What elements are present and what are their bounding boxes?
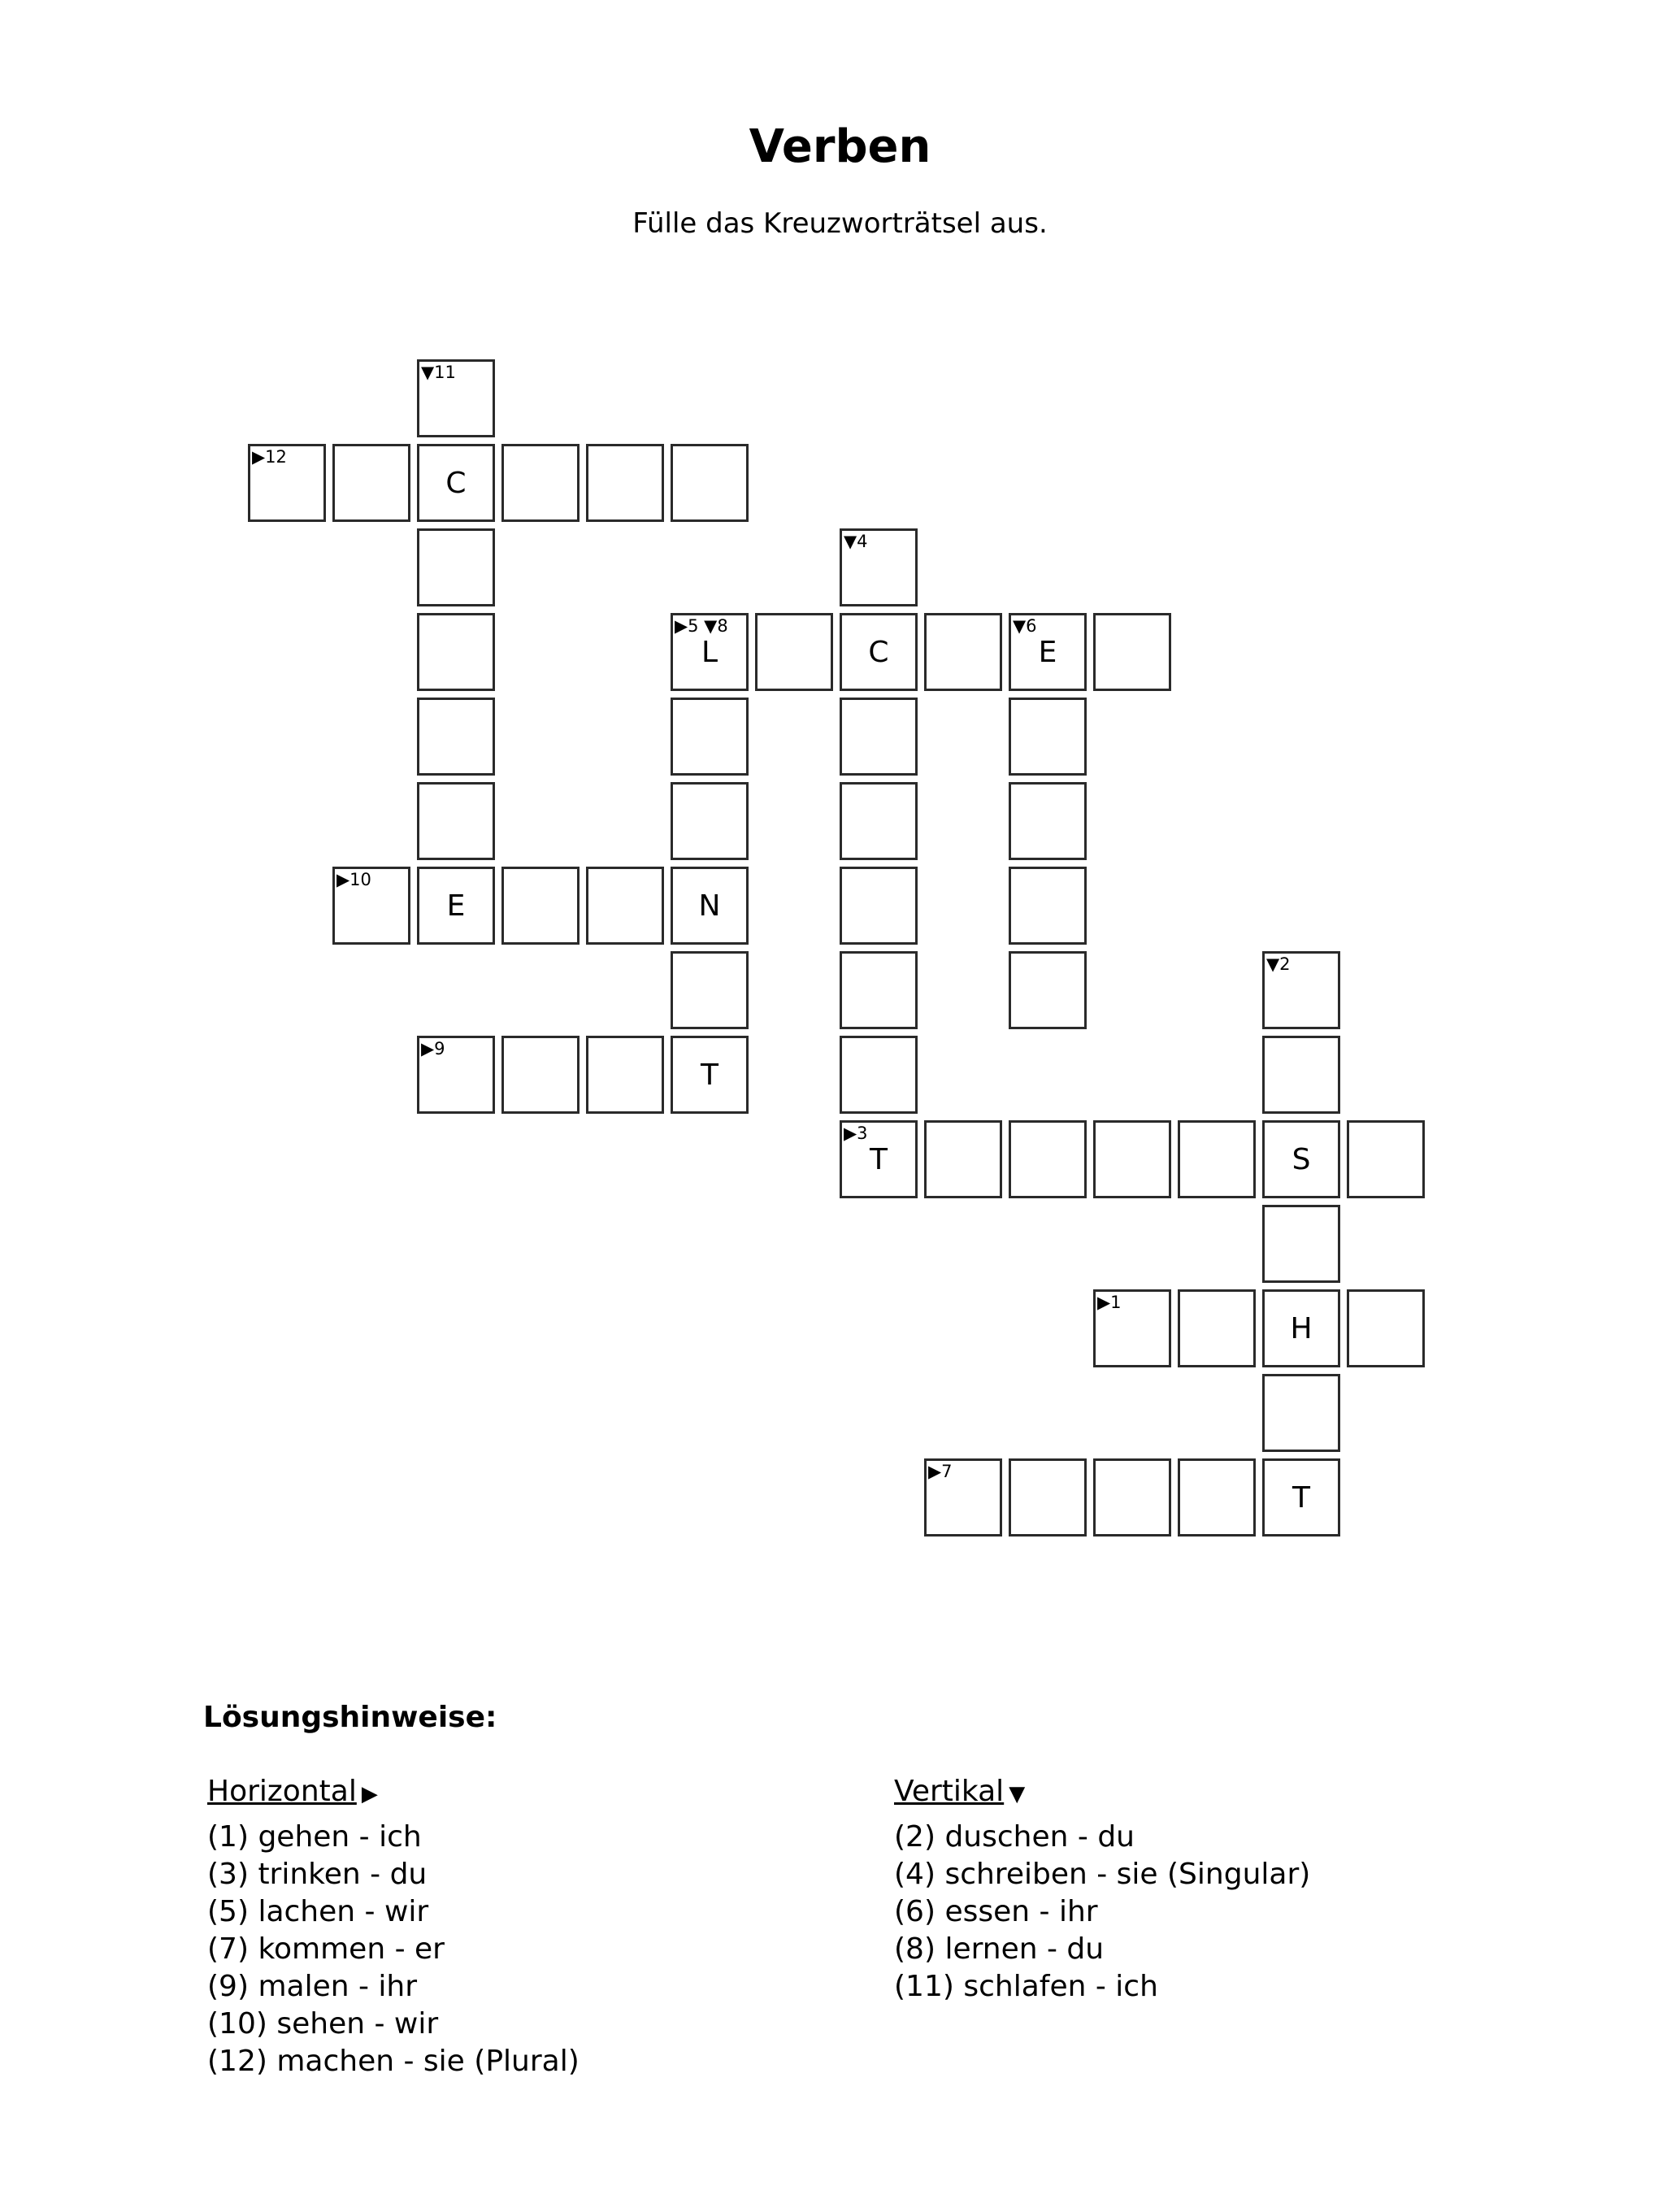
clues-heading: Lösungshinweise:: [203, 1701, 497, 1734]
crossword-cell[interactable]: [332, 867, 410, 945]
crossword-cell[interactable]: [1093, 1458, 1171, 1536]
crossword-cell[interactable]: [1093, 1120, 1171, 1198]
page-title: Verben: [749, 120, 931, 173]
crossword-cell[interactable]: [1009, 613, 1087, 691]
horizontal-clues: [207, 1772, 580, 2080]
crossword-cell[interactable]: [924, 613, 1002, 691]
clue-horizontal: (12) machen - sie (Plural): [207, 2045, 580, 2078]
crossword-cell[interactable]: [671, 698, 749, 776]
clue-vertical: (11) schlafen - ich: [894, 1970, 1158, 2003]
given-letter: N: [698, 889, 721, 923]
clue-number: ▼4: [844, 532, 868, 551]
clue-horizontal: (5) lachen - wir: [207, 1895, 429, 1928]
crossword-cell[interactable]: [501, 444, 580, 522]
clue-vertical: (6) essen - ihr: [894, 1895, 1098, 1928]
crossword-cell[interactable]: [1178, 1289, 1256, 1367]
crossword-cell[interactable]: [1009, 1458, 1087, 1536]
crossword-cell[interactable]: [840, 613, 918, 691]
clue-vertical: (2) duschen - du: [894, 1820, 1135, 1854]
crossword-cell[interactable]: [586, 1036, 664, 1114]
crossword-cell[interactable]: [671, 1036, 749, 1114]
crossword-cell[interactable]: [1262, 1374, 1340, 1452]
crossword-cell[interactable]: [924, 1458, 1002, 1536]
given-letter: S: [1291, 1143, 1311, 1176]
crossword-cell[interactable]: [1009, 1120, 1087, 1198]
crossword-cell[interactable]: [924, 1120, 1002, 1198]
crossword-cell[interactable]: [840, 867, 918, 945]
crossword-cell[interactable]: [671, 444, 749, 522]
clue-number: ▼11: [421, 363, 456, 382]
crossword-cell[interactable]: [671, 613, 749, 691]
crossword-cell[interactable]: [840, 951, 918, 1029]
crossword-cell[interactable]: [1262, 1120, 1340, 1198]
crossword-cell[interactable]: [417, 444, 495, 522]
given-letter: C: [868, 636, 889, 669]
crossword-cell[interactable]: [1093, 1289, 1171, 1367]
clue-number: ▶12: [252, 447, 287, 467]
crossword-cell[interactable]: [1009, 951, 1087, 1029]
crossword-cell[interactable]: [1347, 1289, 1425, 1367]
horizontal-heading: [207, 1772, 580, 1814]
vertical-label: Vertikal: [894, 1775, 1005, 1808]
given-letter: L: [701, 636, 718, 669]
crossword-cell[interactable]: [417, 1036, 495, 1114]
crossword-cell[interactable]: [586, 867, 664, 945]
clue-vertical: (8) lernen - du: [894, 1932, 1105, 1966]
crossword-cell[interactable]: [840, 782, 918, 860]
given-letter: T: [701, 1058, 718, 1092]
given-letter: E: [1038, 636, 1057, 669]
crossword-cell[interactable]: [1009, 867, 1087, 945]
crossword-cell[interactable]: [417, 698, 495, 776]
crossword-cell[interactable]: [332, 444, 410, 522]
clue-number: ▶5 ▼8: [675, 616, 728, 636]
crossword-cell[interactable]: [1262, 1458, 1340, 1536]
crossword-cell[interactable]: [1262, 951, 1340, 1029]
clue-number: ▼6: [1013, 616, 1037, 636]
down-arrow-icon: ▼: [1009, 1782, 1026, 1806]
crossword-cell[interactable]: [417, 782, 495, 860]
right-arrow-icon: ▶: [361, 1782, 378, 1806]
crossword-cell[interactable]: [840, 1036, 918, 1114]
clue-number: ▶10: [336, 870, 371, 889]
clue-number: ▼2: [1266, 954, 1291, 974]
crossword-cell[interactable]: [417, 528, 495, 606]
crossword-cell[interactable]: [1178, 1458, 1256, 1536]
crossword-cell[interactable]: [840, 528, 918, 606]
crossword-cell[interactable]: [755, 613, 833, 691]
crossword-cell[interactable]: [501, 867, 580, 945]
clue-horizontal: (9) malen - ihr: [207, 1970, 418, 2003]
given-letter: T: [870, 1143, 888, 1176]
crossword-cell[interactable]: [671, 951, 749, 1029]
horizontal-label: Horizontal: [207, 1775, 357, 1808]
clue-horizontal: (1) gehen - ich: [207, 1820, 422, 1854]
clue-number: ▶3: [844, 1124, 868, 1143]
clue-number: ▶7: [928, 1462, 953, 1481]
crossword-cell[interactable]: [1093, 613, 1171, 691]
crossword-cell[interactable]: [671, 867, 749, 945]
page-subtitle: Fülle das Kreuzworträtsel aus.: [632, 207, 1048, 240]
clue-horizontal: (7) kommen - er: [207, 1932, 445, 1966]
crossword-cell[interactable]: [417, 867, 495, 945]
crossword-cell[interactable]: [840, 698, 918, 776]
crossword-cell[interactable]: [417, 613, 495, 691]
clue-number: ▶9: [421, 1039, 445, 1058]
clue-vertical: (4) schreiben - sie (Singular): [894, 1858, 1311, 1891]
crossword-cell[interactable]: [1178, 1120, 1256, 1198]
crossword-cell[interactable]: [586, 444, 664, 522]
crossword-cell[interactable]: [501, 1036, 580, 1114]
crossword-cell[interactable]: [248, 444, 326, 522]
given-letter: C: [445, 467, 467, 500]
crossword-cell[interactable]: [417, 359, 495, 437]
crossword-cell[interactable]: [1262, 1289, 1340, 1367]
vertical-clues: [894, 1772, 1310, 2006]
crossword-cell[interactable]: [1262, 1205, 1340, 1283]
crossword-cell[interactable]: [1009, 698, 1087, 776]
given-letter: E: [446, 889, 466, 923]
crossword-cell[interactable]: [671, 782, 749, 860]
crossword-cell[interactable]: [1009, 782, 1087, 860]
given-letter: H: [1290, 1312, 1313, 1345]
crossword-cell[interactable]: [1262, 1036, 1340, 1114]
clue-horizontal: (3) trinken - du: [207, 1858, 428, 1891]
clue-number: ▶1: [1097, 1293, 1122, 1312]
clue-horizontal: (10) sehen - wir: [207, 2007, 439, 2041]
vertical-heading: [894, 1772, 1310, 1814]
given-letter: T: [1292, 1481, 1310, 1515]
crossword-cell[interactable]: [840, 1120, 918, 1198]
crossword-cell[interactable]: [1347, 1120, 1425, 1198]
